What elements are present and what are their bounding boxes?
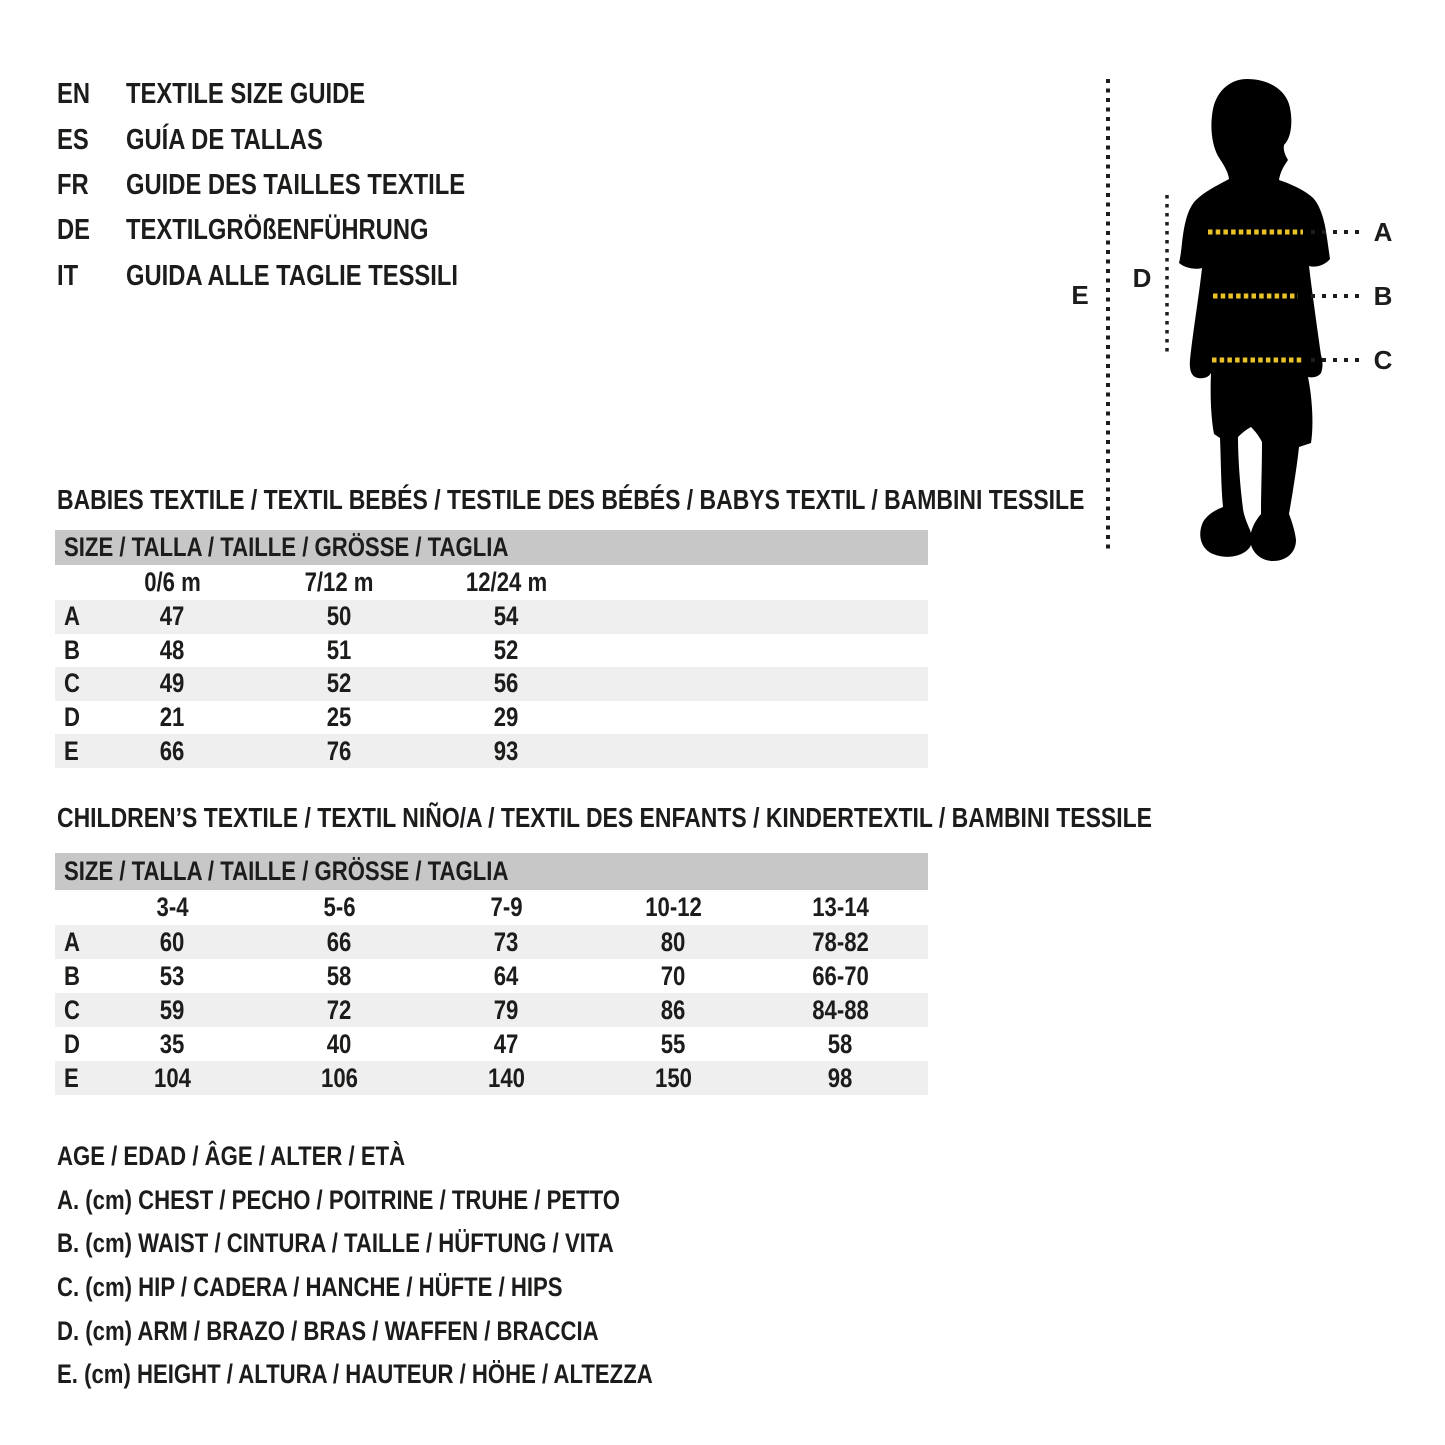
measurement-legend xyxy=(57,1135,783,1397)
row-label: D xyxy=(64,1028,80,1059)
figure-label-E: E xyxy=(1071,280,1089,310)
children-column-header-row xyxy=(55,890,928,925)
table-cell: 51 xyxy=(327,634,352,665)
table-cell: 86 xyxy=(661,994,686,1025)
legend-line-age: AGE / EDAD / ÂGE / ALTER / ETÀ xyxy=(57,1141,406,1172)
row-label: D xyxy=(64,702,80,733)
guide-title: GUÍA DE TALLAS xyxy=(126,123,323,156)
table-cell: 25 xyxy=(327,702,352,733)
row-label: A xyxy=(64,926,80,957)
table-cell: 76 xyxy=(327,735,352,766)
table-cell: 53 xyxy=(160,960,185,991)
table-row xyxy=(55,959,928,993)
babies-size-header-bar: SIZE / TALLA / TAILLE / GRÖSSE / TAGLIA xyxy=(55,530,928,565)
language-code: IT xyxy=(57,259,79,292)
table-cell: 40 xyxy=(327,1028,352,1059)
table-cell: 150 xyxy=(655,1062,692,1093)
figure-label-C: C xyxy=(1373,345,1393,375)
row-label: B xyxy=(64,634,80,665)
figure-label-D: D xyxy=(1132,263,1152,293)
language-code: FR xyxy=(57,168,89,201)
table-cell: 52 xyxy=(494,634,519,665)
table-cell: 52 xyxy=(327,668,352,699)
table-row xyxy=(55,993,928,1027)
table-cell: 72 xyxy=(327,994,352,1025)
table-cell: 58 xyxy=(327,960,352,991)
table-cell: 54 xyxy=(494,601,519,632)
legend-line-height: E. (cm) HEIGHT / ALTURA / HAUTEUR / HÖHE / ALTEZZA xyxy=(57,1359,653,1390)
table-cell: 48 xyxy=(160,634,185,665)
column-header: 7/12 m xyxy=(305,567,374,597)
language-header xyxy=(57,72,540,299)
guide-title: GUIDE DES TAILLES TEXTILE xyxy=(126,168,466,201)
legend-line-chest: A. (cm) CHEST / PECHO / POITRINE / TRUHE / PETTO xyxy=(57,1184,620,1215)
table-cell: 98 xyxy=(828,1062,853,1093)
language-row xyxy=(57,254,540,299)
table-cell: 106 xyxy=(321,1062,358,1093)
table-row xyxy=(55,1027,928,1061)
language-row xyxy=(57,163,540,208)
row-label: B xyxy=(64,960,80,991)
table-cell: 140 xyxy=(488,1062,525,1093)
children-size-header-bar: SIZE / TALLA / TAILLE / GRÖSSE / TAGLIA xyxy=(55,853,928,890)
table-cell: 78-82 xyxy=(812,926,869,957)
row-label: A xyxy=(64,601,80,632)
babies-column-header-row xyxy=(55,565,928,600)
language-row xyxy=(57,117,540,162)
table-cell: 47 xyxy=(494,1028,519,1059)
table-cell: 49 xyxy=(160,668,185,699)
column-header: 7-9 xyxy=(490,892,523,922)
table-cell: 66 xyxy=(327,926,352,957)
column-header: 3-4 xyxy=(156,892,189,922)
table-cell: 66 xyxy=(160,735,185,766)
guide-title: TEXTILGRÖßENFÜHRUNG xyxy=(126,214,429,247)
babies-table xyxy=(55,530,928,768)
language-code: DE xyxy=(57,214,91,247)
row-label: E xyxy=(64,735,79,766)
language-row xyxy=(57,208,540,253)
row-label: C xyxy=(64,994,80,1025)
table-cell: 29 xyxy=(494,702,519,733)
children-table xyxy=(55,853,928,1095)
table-row xyxy=(55,667,928,701)
guide-title: GUIDA ALLE TAGLIE TESSILI xyxy=(126,259,459,292)
column-header: 5-6 xyxy=(323,892,356,922)
row-label: E xyxy=(64,1062,79,1093)
table-cell: 60 xyxy=(160,926,185,957)
table-cell: 21 xyxy=(160,702,185,733)
table-cell: 84-88 xyxy=(812,994,869,1025)
figure-label-B: B xyxy=(1373,281,1393,311)
table-cell: 56 xyxy=(494,668,519,699)
table-cell: 79 xyxy=(494,994,519,1025)
table-cell: 80 xyxy=(661,926,686,957)
table-cell: 64 xyxy=(494,960,519,991)
table-row xyxy=(55,1061,928,1095)
table-row xyxy=(55,634,928,668)
table-cell: 55 xyxy=(661,1028,686,1059)
figure-label-A: A xyxy=(1373,217,1393,247)
table-cell: 50 xyxy=(327,601,352,632)
table-cell: 35 xyxy=(160,1028,185,1059)
column-header: 12/24 m xyxy=(465,567,548,597)
table-row xyxy=(55,925,928,959)
table-cell: 66-70 xyxy=(812,960,869,991)
language-code: EN xyxy=(57,78,91,111)
table-cell: 93 xyxy=(494,735,519,766)
legend-line-hip: C. (cm) HIP / CADERA / HANCHE / HÜFTE / HIPS xyxy=(57,1272,563,1303)
language-row xyxy=(57,72,540,117)
table-cell: 104 xyxy=(154,1062,191,1093)
children-section-title: CHILDREN’S TEXTILE / TEXTIL NIÑO/A / TEXTIL DES ENFANTS / KINDERTEXTIL / BAMBINI TESSILE xyxy=(57,802,1152,833)
table-cell: 59 xyxy=(160,994,185,1025)
column-header: 13-14 xyxy=(812,892,869,922)
table-cell: 58 xyxy=(828,1028,853,1059)
table-cell: 47 xyxy=(160,601,185,632)
legend-line-arm: D. (cm) ARM / BRAZO / BRAS / WAFFEN / BRACCIA xyxy=(57,1315,599,1346)
table-row xyxy=(55,734,928,768)
babies-section-title: BABIES TEXTILE / TEXTIL BEBÉS / TESTILE DES BÉBÉS / BABYS TEXTIL / BAMBINI TESSILE xyxy=(57,484,1085,515)
column-header: 10-12 xyxy=(645,892,702,922)
table-cell: 73 xyxy=(494,926,519,957)
column-header: 0/6 m xyxy=(144,567,201,597)
language-code: ES xyxy=(57,123,89,156)
guide-title: TEXTILE SIZE GUIDE xyxy=(126,78,366,111)
table-cell: 70 xyxy=(661,960,686,991)
table-row xyxy=(55,701,928,735)
table-row xyxy=(55,600,928,634)
row-label: C xyxy=(64,668,80,699)
legend-line-waist: B. (cm) WAIST / CINTURA / TAILLE / HÜFTUNG / VITA xyxy=(57,1228,614,1259)
